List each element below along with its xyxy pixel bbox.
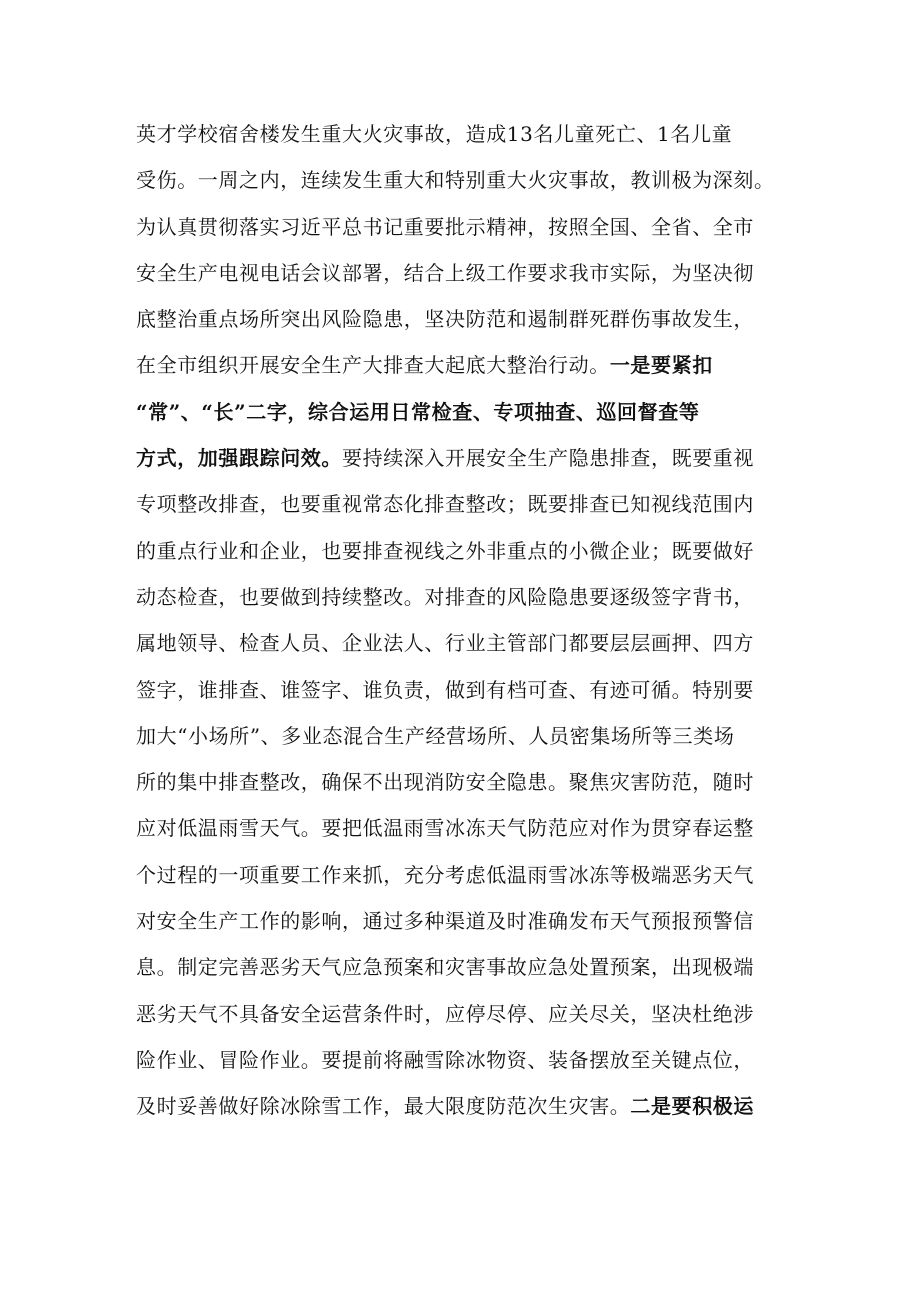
text-run: 为认真贯彻落实习近平总书记重要批示精神，按照全国、全省、全市 [136, 214, 754, 239]
text-run: 对安全生产工作的影响，通过多种渠道及时准确发布天气预报预警信 [136, 909, 754, 934]
body-text [136, 111, 796, 1130]
text-line [136, 1083, 796, 1129]
text-line [136, 1037, 796, 1083]
text-line [136, 204, 796, 250]
text-line [136, 759, 796, 805]
text-line [136, 898, 796, 944]
text-line [136, 296, 796, 342]
text-line [136, 389, 796, 435]
text-run: 在全市组织开展安全生产大排查大起底大整治行动。 [136, 353, 610, 378]
bold-text-run: 一是要紧扣 [609, 353, 713, 378]
text-line [136, 574, 796, 620]
text-line [136, 481, 796, 527]
text-line [136, 157, 796, 203]
text-line [136, 111, 796, 157]
text-line [136, 620, 796, 666]
text-run: 及时妥善做好除冰除雪工作，最大限度防范次生灾害。 [136, 1094, 631, 1119]
text-run: 恶劣天气不具备安全运营条件时，应停尽停、应关尽关，坚决杜绝涉 [136, 1001, 754, 1026]
bold-text-run: “常”、“长”二字，综合运用日常检查、专项抽查、巡回督查等 [136, 399, 700, 424]
text-run: 的重点行业和企业，也要排查视线之外非重点的小微企业；既要做好 [136, 538, 754, 563]
text-line [136, 435, 796, 481]
text-line [136, 991, 796, 1037]
text-run: 底整治重点场所突出风险隐患，坚决防范和遏制群死群伤事故发生， [136, 307, 754, 332]
text-line [136, 528, 796, 574]
text-run: 息。制定完善恶劣天气应急预案和灾害事故应急处置预案，出现极端 [136, 955, 754, 980]
text-run: 受伤。一周之内，连续发生重大和特别重大火灾事故，教训极为深刻。 [136, 168, 775, 193]
text-line [136, 713, 796, 759]
text-line [136, 342, 796, 388]
text-run: 英才学校宿舍楼发生重大火灾事故，造成13名儿童死亡、1名儿童 [136, 122, 733, 146]
bold-text-run: 方式，加强跟踪问效。 [136, 446, 342, 471]
text-run: 专项整改排查，也要重视常态化排查整改；既要排查已知视线范围内 [136, 492, 754, 517]
text-line [136, 944, 796, 990]
text-run: 应对低温雨雪天气。要把低温雨雪冰冻天气防范应对作为贯穿春运整 [136, 816, 754, 841]
text-run: 险作业、冒险作业。要提前将融雪除冰物资、装备摆放至关键点位， [136, 1047, 754, 1072]
text-run: 要持续深入开展安全生产隐患排查，既要重视 [342, 446, 754, 471]
text-line [136, 667, 796, 713]
text-run: 属地领导、检查人员、企业法人、行业主管部门都要层层画押、四方 [136, 631, 754, 656]
bold-text-run: 二是要积极运 [630, 1094, 755, 1119]
text-run: 所的集中排查整改，确保不出现消防安全隐患。聚焦灾害防范，随时 [136, 770, 754, 795]
text-run: 加大“小场所”、多业态混合生产经营场所、人员密集场所等三类场 [136, 723, 735, 748]
text-line [136, 805, 796, 851]
text-run: 个过程的一项重要工作来抓，充分考虑低温雨雪冰冻等极端恶劣天气 [136, 862, 754, 887]
text-run: 安全生产电视电话会议部署，结合上级工作要求我市实际，为坚决彻 [136, 260, 754, 285]
text-line [136, 852, 796, 898]
text-run: 签字，谁排查、谁签字、谁负责，做到有档可查、有迹可循。特别要 [136, 677, 754, 702]
text-run: 动态检查，也要做到持续整改。对排查的风险隐患要逐级签字背书， [136, 584, 754, 609]
text-line [136, 250, 796, 296]
